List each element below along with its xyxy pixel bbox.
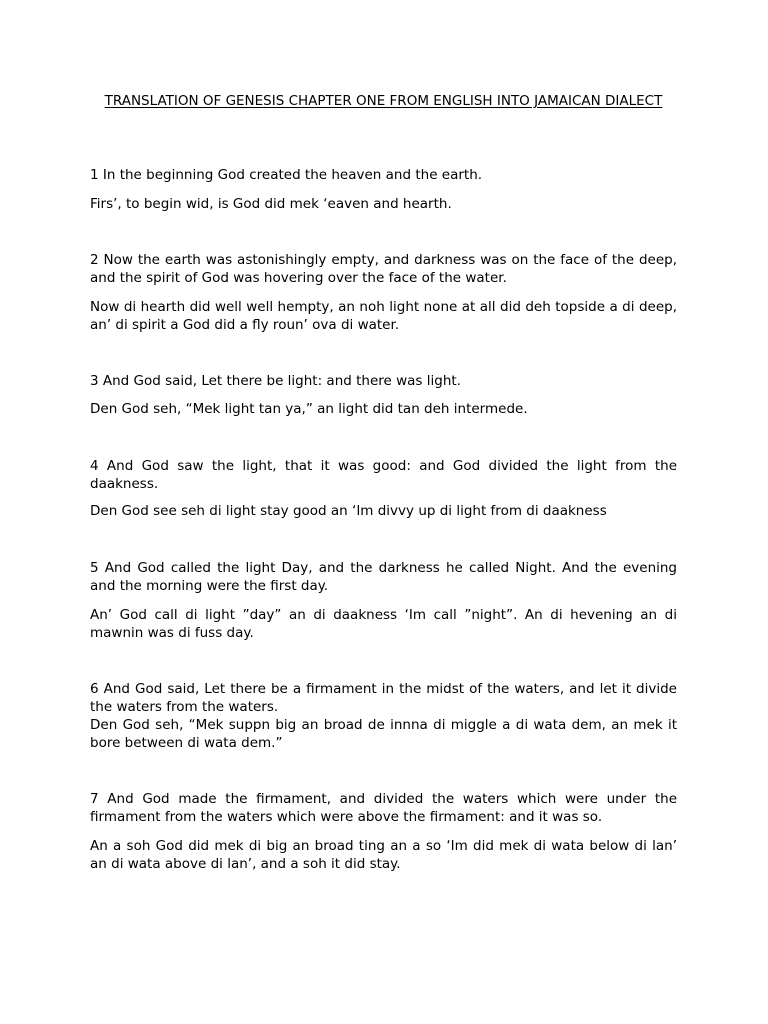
verse-7-english: 7 And God made the firmament, and divided the waters which were under the firmament from the waters which were above the firmament: and it was so. bbox=[90, 791, 677, 825]
verse-1-english: 1 In the beginning God created the heaven and the earth. bbox=[90, 167, 483, 183]
verse-5-jamaican: An’ God call di light ”day” an di daakness ‘Im call ”night”. An di hevening an di mawnin was di fuss day. bbox=[90, 607, 677, 641]
verse-2-english: 2 Now the earth was astonishingly empty, and darkness was on the face of the deep, and the spirit of God was hovering over the face of the water. bbox=[90, 252, 677, 286]
verse-3-jamaican: Den God seh, “Mek light tan ya,” an light did tan deh intermede. bbox=[90, 401, 528, 417]
verse-7-jamaican: An a soh God did mek di big an broad ting an a so ‘Im did mek di wata below di lan’ an di wata above di lan’, and a soh it did stay. bbox=[90, 838, 677, 872]
verse-1-jamaican: Firs’, to begin wid, is God did mek ‘eaven and hearth. bbox=[90, 196, 452, 212]
verse-6-english: 6 And God said, Let there be a firmament in the midst of the waters, and let it divide the waters from the waters. bbox=[90, 681, 677, 715]
verse-4-english: 4 And God saw the light, that it was good: and God divided the light from the daakness. bbox=[90, 458, 677, 492]
verse-6-jamaican: Den God seh, “Mek suppn big an broad de innna di miggle a di wata dem, an mek it bore between di wata dem.” bbox=[90, 717, 677, 751]
verse-4-jamaican: Den God see seh di light stay good an ‘Im divvy up di light from di daakness bbox=[90, 503, 607, 519]
document-title: TRANSLATION OF GENESIS CHAPTER ONE FROM ENGLISH INTO JAMAICAN DIALECT bbox=[104, 93, 663, 109]
verse-3-english: 3 And God said, Let there be light: and there was light. bbox=[90, 373, 461, 389]
verse-5-english: 5 And God called the light Day, and the darkness he called Night. And the evening and the morning were the first day. bbox=[90, 560, 677, 594]
verse-2-jamaican: Now di hearth did well well hempty, an noh light none at all did deh topside a di deep, an’ di spirit a God did a fly roun’ ova di water. bbox=[90, 299, 677, 333]
